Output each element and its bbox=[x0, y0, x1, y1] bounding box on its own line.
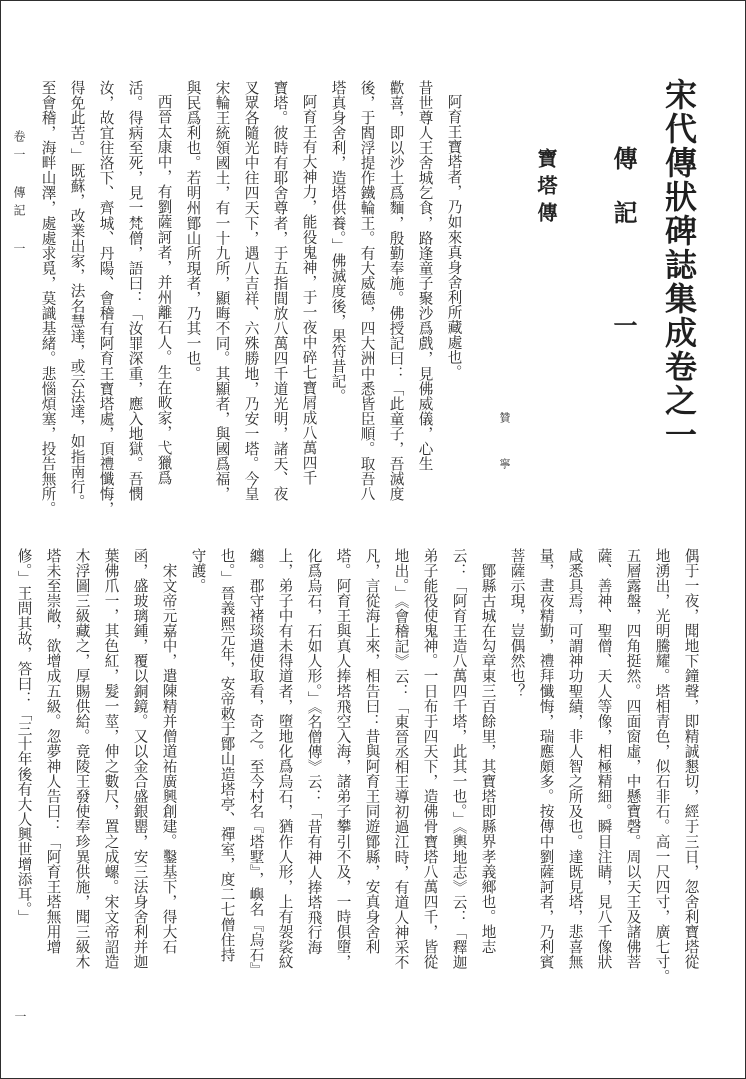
left-text-line: 偶于一夜，聞地下鐘聲，即精誠懇切，經于三日，忽舍利寶塔從 bbox=[682, 548, 700, 970]
right-text-line: 寶塔。彼時有耶舍尊者，于五指間放八萬四千道光明，諸天、夜 bbox=[271, 80, 289, 502]
left-text-line: 五層露盤，四角挺然。四面窗虛，中懸寶磬。周以天王及諸佛菩 bbox=[624, 548, 642, 970]
left-text-line: 凡，言從海上來，相告曰：昔與阿育王同遊鄮縣，安真身舍利 bbox=[363, 548, 381, 955]
left-text-line: 咸悉具焉，可謂神功聖績，非人智之所及也。達既見塔，悲喜無 bbox=[566, 548, 584, 970]
left-text-line: 云：「阿育王造八萬四千塔，此其一也。」《輿地志》云：「釋迦 bbox=[450, 548, 468, 970]
left-text-line: 宋文帝元嘉中，遣陳精并僧道祐廣興創建。鑿基下，得大石 bbox=[160, 563, 178, 955]
left-text-line: 上，弟子中有未得道者，墮地化爲烏石，猶作人形，上有袈裟紋 bbox=[276, 548, 294, 970]
right-text-line: 宋輪王統領國土，有一十九所，顯晦不同。其顯者，與國爲福， bbox=[213, 80, 231, 502]
left-text-line: 弟子能役使鬼神。一日布于四天下，造佛骨寶塔八萬四千，皆從 bbox=[421, 548, 439, 970]
left-text-line: 木浮圖三級藏之，厚賜供給。竟陵王發使奉珍異供施，聞三級木 bbox=[73, 548, 91, 970]
right-text-line: 後，于閻浮提作鐵輪王。有大威德，四大洲中悉皆臣順。取吾八 bbox=[358, 80, 376, 502]
book-title: 宋代傳狀碑誌集成卷之一 bbox=[660, 78, 698, 452]
left-text-line: 修。」王問其故，答曰：「三十年後有大人興世增添耳。」 bbox=[15, 548, 33, 925]
right-text-line: 活。得病至死，見一梵僧，語曰：「汝罪深重，應入地獄。吾憫 bbox=[126, 80, 144, 502]
left-text-line: 也。」晉義熙元年，安帝敕于鄮山造塔亭、禪室，度二七僧住持 bbox=[218, 548, 236, 963]
right-text-line: 汝，故宜往洛下、齊城、丹陽、會稽有阿育王寶塔處，頂禮懺悔， bbox=[97, 80, 115, 517]
right-text-line: 得免此苦。」既蘇，改業出家，法名慧達，或云法達，如指南行。 bbox=[68, 80, 86, 510]
left-text-line: 薩、善神、聖僧、天人等像，相極精細。瞬目注睛，見八千像狀 bbox=[595, 548, 613, 970]
right-text-line: 塔真身舍利，造塔供養。」佛滅度後，果符昔記。 bbox=[329, 80, 347, 404]
left-text-line: 守護。 bbox=[189, 548, 207, 594]
right-text-line: 與民爲利也。若明州鄮山所現者，乃其一也。 bbox=[184, 80, 202, 381]
left-text-line: 塔。阿育王與真人捧塔飛空入海，諸弟子攀引不及，一時俱墮， bbox=[334, 548, 352, 970]
left-text-line: 葉佛爪一，其色紅，髮一莖，伸之數尺，置之成螺。宋文帝詔造 bbox=[102, 548, 120, 970]
left-text-line: 塔未至崇敞，欲增成五級。忽夢神人告曰：「阿育王塔無用增 bbox=[44, 548, 62, 955]
right-text-line: 歡喜，即以沙土爲麵，殷勤奉施。佛授記曰：「此童子，吾滅度 bbox=[387, 80, 405, 502]
author-name: 贊 寧 bbox=[498, 412, 511, 480]
right-text-line: 西晉太康中，有劉薩訶者，并州離石人。生在畋家，弋獵爲 bbox=[155, 94, 173, 486]
margin-note: 卷一 傳記 一 bbox=[12, 130, 26, 260]
right-text-line: 阿育王寶塔者，乃如來真身舍利所藏處也。 bbox=[445, 94, 463, 380]
right-text-line: 昔世尊人王舍城乞食，路逢童子聚沙爲戲，見佛威儀，心生 bbox=[416, 80, 434, 472]
right-text-line: 叉眾各隨光中往四天下，遇八吉祥、六殊勝地，乃安一塔。今皇 bbox=[242, 80, 260, 502]
page-number: 一 bbox=[13, 1010, 27, 1022]
section-title: 寶塔傳 bbox=[534, 148, 558, 229]
left-text-line: 鄮縣古城在勾章東三百餘里，其寶塔即縣界孝義鄉也。地志 bbox=[479, 563, 497, 955]
left-text-line: 菩薩示現，豈偶然也？ bbox=[508, 548, 526, 699]
left-text-line: 化爲烏石，石如人形。」《名僧傳》云：「昔有神人捧塔飛行海 bbox=[305, 548, 323, 955]
left-text-line: 量，晝夜精勤，禮拜懺悔，瑞應頗多。按傳中劉薩訶者，乃利賓 bbox=[537, 548, 555, 970]
left-text-line: 地湧出，光明騰耀。塔相青色，似石非石。高一尺四寸，廣七寸。 bbox=[653, 548, 671, 985]
right-text-line: 至會稽，海畔山澤，處處求覓，莫識基緒。悲惱煩塞，投告無所。 bbox=[39, 80, 57, 517]
left-text-line: 函，盛玻璃鍾，覆以銅鏡。又以金合盛銀罌，安三法身舍利并迦 bbox=[131, 548, 149, 970]
left-text-line: 地出。」《會稽記》云：「東晉丞相王導初過江時，有道人神采不 bbox=[392, 548, 410, 970]
chapter-title: 傳記 一 bbox=[609, 146, 638, 367]
left-text-line: 纏。郡守褚琰遣使取看，奇之。至今村名『塔墅』，嶼名『烏石』 bbox=[247, 548, 265, 978]
right-text-line: 阿育王有大神力，能役鬼神，于一夜中碎七寶屑成八萬四千 bbox=[300, 94, 318, 486]
